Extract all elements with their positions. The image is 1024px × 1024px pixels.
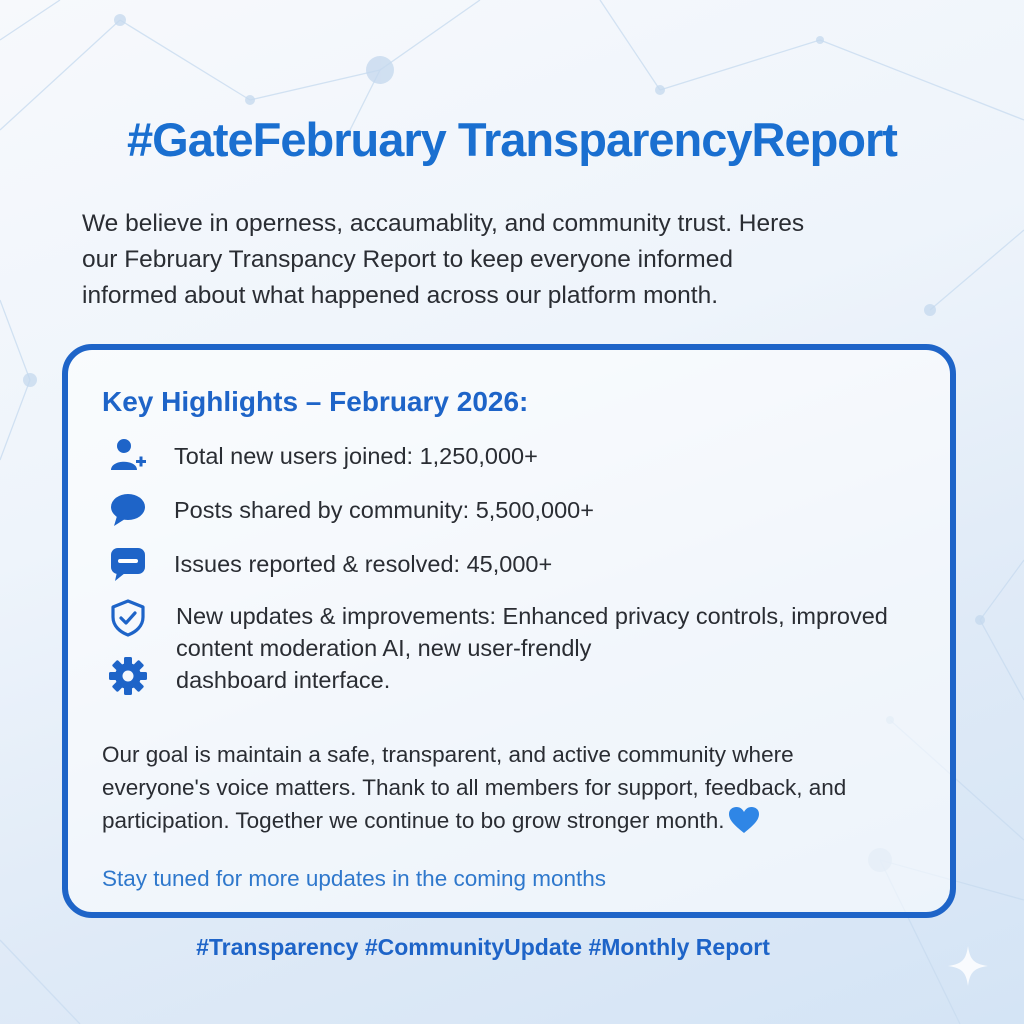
highlight-updates-line: content moderation AI, new user-frendly [176, 635, 592, 661]
goal-paragraph [102, 738, 932, 837]
intro-line: informed about what happened across our platform month. [82, 282, 719, 309]
blue-heart-icon [728, 806, 760, 834]
hashtags: #Transparency #CommunityUpdate #Monthly Report [196, 934, 770, 960]
chat-bubble-icon [108, 490, 148, 530]
message-minus-icon [108, 544, 148, 584]
highlight-posts-text: Posts shared by community: 5,500,000+ [174, 497, 594, 523]
highlight-updates-line: New updates & improvements: Enhanced privacy controls, improved [176, 603, 888, 629]
highlights-heading: Key Highlights – February 2026: [102, 386, 529, 417]
add-user-icon [108, 436, 148, 476]
highlights-card [62, 344, 956, 918]
highlight-issues-text: Issues reported & resolved: 45,000+ [174, 551, 553, 577]
intro-paragraph [82, 206, 942, 314]
sparkle-icon [946, 944, 990, 988]
goal-line-text: participation. Together we continue to bo grow stronger month. [102, 808, 725, 833]
highlight-updates-line: dashboard interface. [176, 667, 391, 693]
intro-line: We believe in operness, accaumablity, and community trust. Heres [82, 210, 805, 237]
goal-line: Our goal is maintain a safe, transparent, and active community where [102, 742, 794, 767]
highlight-users-text: Total new users joined: 1,250,000+ [174, 443, 538, 469]
goal-line: everyone's voice matters. Thank to all members for support, feedback, and [102, 775, 847, 800]
page-title: #GateFebruary TransparencyReport [127, 113, 897, 166]
goal-line [102, 804, 932, 837]
stay-tuned-text: Stay tuned for more updates in the coming months [102, 866, 607, 891]
intro-line: our February Transpancy Report to keep everyone informed [82, 246, 733, 273]
shield-check-icon [108, 598, 148, 638]
gear-icon [108, 656, 148, 696]
